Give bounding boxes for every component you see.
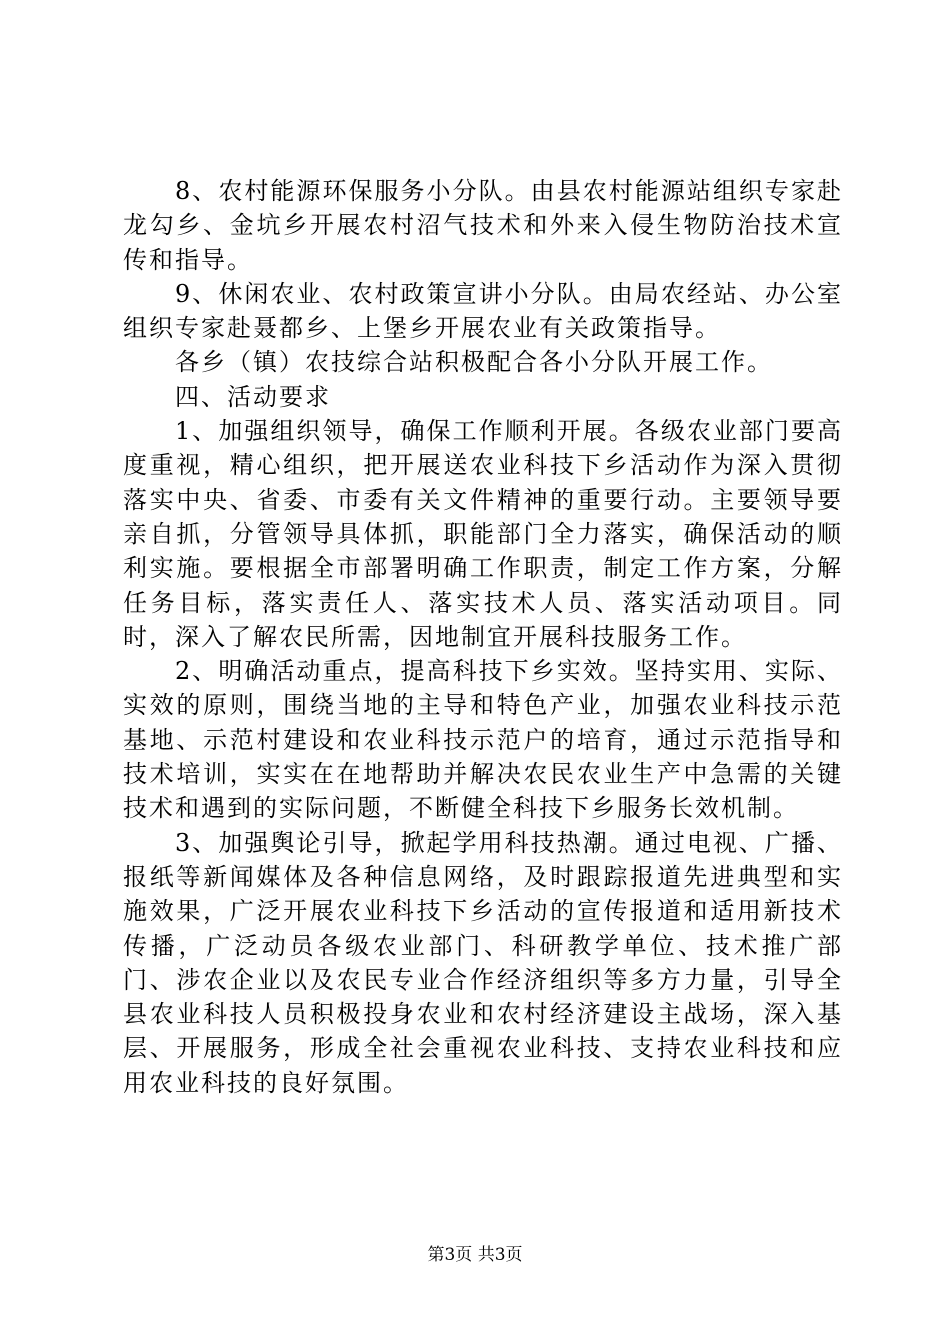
paragraph-requirement-3: 3、加强舆论引导，掀起学用科技热潮。通过电视、广播、报纸等新闻媒体及各种信息网络，及时跟踪报道先进典型和实施效果，广泛开展农业科技下乡活动的宣传报道和适用新技术传播，广泛动员各级农业部门、科研教学单位、技术推广部门、涉农企业以及农民专业合作经济组织等多方力量，引导全县农业科技人员积极投身农业和农村经济建设主战场，深入基层、开展服务，形成全社会重视农业科技、支持农业科技和应用农业科技的良好氛围。 <box>123 828 843 1097</box>
paragraph-cooperation: 各乡（镇）农技综合站积极配合各小分队开展工作。 <box>175 348 773 377</box>
page-number-footer: 第3页 共3页 <box>427 1245 523 1265</box>
paragraph-requirement-2: 2、明确活动重点，提高科技下乡实效。坚持实用、实际、实效的原则，围绕当地的主导和特色产业，加强农业科技示范基地、示范村建设和农业科技示范户的培育，通过示范指导和技术培训，实实在在地帮助并解决农民农业生产中急需的关键技术和遇到的实际问题，不断健全科技下乡服务长效机制。 <box>123 657 843 823</box>
paragraph-team-9: 9、休闲农业、农村政策宣讲小分队。由局农经站、办公室组织专家赴聂都乡、上堡乡开展农业有关政策指导。 <box>123 279 843 343</box>
paragraph-requirement-1: 1、加强组织领导，确保工作顺利开展。各级农业部门要高度重视，精心组织，把开展送农业科技下乡活动作为深入贯彻落实中央、省委、市委有关文件精神的重要行动。主要领导要亲自抓，分管领导具体抓，职能部门全力落实，确保活动的顺利实施。要根据全市部署明确工作职责，制定工作方案，分解任务目标，落实责任人、落实技术人员、落实活动项目。同时，深入了解农民所需，因地制宜开展科技服务工作。 <box>123 417 843 651</box>
document-body <box>123 174 843 1100</box>
section-heading-requirements: 四、活动要求 <box>175 382 331 411</box>
paragraph-team-8: 8、农村能源环保服务小分队。由县农村能源站组织专家赴龙勾乡、金坑乡开展农村沼气技术和外来入侵生物防治技术宣传和指导。 <box>123 177 843 274</box>
